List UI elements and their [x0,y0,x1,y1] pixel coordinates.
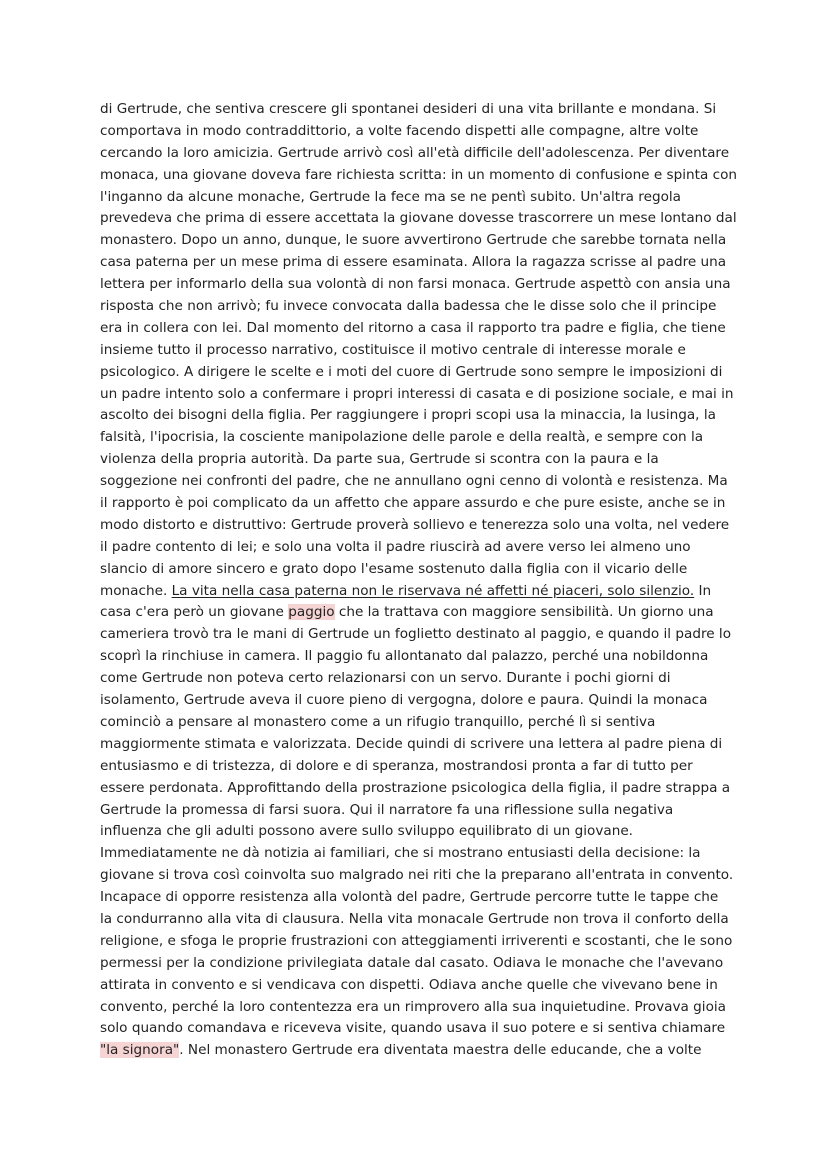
text-line [100,668,740,690]
text-line [100,581,740,603]
text-run: un padre intento solo a confermare i propri interessi di casata e di posizione sociale, e mai in [100,385,734,402]
text-line [100,121,740,143]
text-run: permessi per la condizione privilegiata datale dal casato. Odiava le monache che l'avevano [100,954,724,971]
text-line [100,624,740,646]
text-line [100,515,740,537]
highlighted-word: paggio [288,604,335,621]
text-run: era in collera con lei. Dal momento del ritorno a casa il rapporto tra padre e figlia, che tiene [100,319,726,336]
text-run: cameriera trovò tra le mani di Gertrude un foglietto destinato al paggio, e quando il padre lo [100,626,732,643]
text-run: giovane si trova così coinvolta suo malgrado nei riti che la preparano all'entrata in convento. [100,867,734,884]
text-line [100,975,740,997]
text-line [100,1040,740,1062]
text-run: Gertrude la promessa di farsi suora. Qui il narratore fa una riflessione sulla negativa [100,801,674,818]
text-line [100,887,740,909]
text-line [100,252,740,274]
text-line [100,537,740,559]
text-line [100,865,740,887]
text-run: cominciò a pensare al monastero come a un rifugio tranquillo, perché lì si sentiva [100,713,656,730]
text-run: casa paterna per un mese prima di essere esaminata. Allora la ragazza scrisse al padre una [100,254,727,271]
text-run: il padre contento di lei; e solo una volta il padre riuscirà ad avere verso lei almeno uno [100,538,691,555]
text-line [100,318,740,340]
text-line [100,274,740,296]
text-run: essere perdonata. Approfittando della prostrazione psicologica della figlia, il padre strappa a [100,779,731,796]
text-line [100,909,740,931]
text-line [100,778,740,800]
text-run: monache. [100,582,172,599]
text-run: convento, perché la loro contentezza era un rimprovero alla sua inquietudine. Provava gioia [100,998,726,1015]
text-line [100,143,740,165]
text-run: isolamento, Gertrude aveva il cuore pieno di vergogna, dolore e paura. Quindi la monaca [100,692,708,709]
text-run: entusiasmo e di tristezza, di dolore e di speranza, mostrandosi pronta a far di tutto per [100,757,693,774]
text-line [100,821,740,843]
text-run: solo quando comandava e riceveva visite, quando usava il suo potere e si sentiva chiamare [100,1020,726,1037]
text-line [100,99,740,121]
text-run: ascolto dei bisogni della figlia. Per raggiungere i propri scopi usa la minaccia, la lusinga, la [100,407,716,424]
text-run: la condurranno alla vita di clausura. Nella vita monacale Gertrude non trova il conforto della [100,910,729,927]
text-line [100,405,740,427]
text-line [100,843,740,865]
text-line [100,384,740,406]
text-run: falsità, l'ipocrisia, la cosciente manipolazione delle parole e della realtà, e sempre con la [100,429,704,446]
text-run: monaca, una giovane doveva fare richiesta scritta: in un momento di confusione e spinta con [100,166,738,183]
text-run: casa c'era però un giovane [100,604,289,621]
body-text [100,99,740,1062]
text-line [100,493,740,515]
text-line [100,953,740,975]
text-run: maggiormente stimata e valorizzata. Decide quindi di scrivere una lettera al padre piena di [100,735,723,752]
text-line [100,997,740,1019]
text-run: comportava in modo contraddittorio, a volte facendo dispetti alle compagne, altre volte [100,122,699,139]
text-line [100,449,740,471]
text-line [100,602,740,624]
text-line [100,559,740,581]
text-run: il rapporto è poi complicato da un affetto che appare assurdo e che pure esiste, anche se in [100,495,726,512]
text-line [100,756,740,778]
text-line [100,734,740,756]
text-run: che la trattava con maggiore sensibilità. Un giorno una [334,604,714,621]
text-run: slancio di amore sincero e grato dopo l'esame sostenuto dalla figlia con il vicario delle [100,560,688,577]
text-line [100,230,740,252]
text-run: di Gertrude, che sentiva crescere gli spontanei desideri di una vita brillante e mondana. Si [100,101,717,117]
text-line [100,1018,740,1040]
text-line [100,187,740,209]
text-line [100,208,740,230]
text-run: prevedeva che prima di essere accettata la giovane dovesse trascorrere un mese lontano dal [100,210,737,227]
text-line [100,690,740,712]
underlined-sentence: La vita nella casa paterna non le riservava né affetti né piaceri, solo silenzio. [171,582,695,599]
text-line [100,362,740,384]
text-line [100,471,740,493]
text-line [100,646,740,668]
text-run: come Gertrude non poteva certo relazionarsi con un servo. Durante i pochi giorni di [100,670,671,687]
text-run: monastero. Dopo un anno, dunque, le suore avvertirono Gertrude che sarebbe tornata nella [100,232,727,249]
highlighted-word: "la signora" [100,1042,180,1059]
text-line [100,800,740,822]
text-line [100,427,740,449]
text-run: violenza della propria autorità. Da parte sua, Gertrude si scontra con la paura e la [100,451,659,468]
text-run: . Nel monastero Gertrude era diventata maestra delle educande, che a volte [179,1042,702,1059]
text-run: In [694,582,712,599]
text-line [100,340,740,362]
text-run: Immediatamente ne dà notizia ai familiari, che si mostrano entusiasti della decisione: la [100,845,701,862]
text-run: cercando la loro amicizia. Gertrude arrivò così all'età difficile dell'adolescenza. Per diventare [100,144,730,161]
text-line [100,165,740,187]
text-run: lettera per informarlo della sua volontà di non farsi monaca. Gertrude aspettò con ansia una [100,276,731,293]
text-run: insieme tutto il processo narrativo, costituisce il motivo centrale di interesse morale e [100,341,686,358]
text-run: l'inganno da alcune monache, Gertrude la fece ma se ne pentì subito. Un'altra regola [100,188,682,205]
text-line [100,296,740,318]
text-run: influenza che gli adulti possono avere sullo sviluppo equilibrato di un giovane. [100,823,633,840]
text-run: modo distorto e distruttivo: Gertrude proverà sollievo e tenerezza solo una volta, nel vedere [100,516,730,533]
text-line [100,931,740,953]
text-run: scoprì la rinchiuse in camera. Il paggio fu allontanato dal palazzo, perché una nobildonna [100,648,709,665]
text-run: psicologico. A dirigere le scelte e i moti del cuore di Gertrude sono sempre le imposizioni di [100,363,723,380]
text-run: risposta che non arrivò; fu invece convocata dalla badessa che le disse solo che il principe [100,298,717,315]
text-run: attirata in convento e si vendicava con dispetti. Odiava anche quelle che vivevano bene in [100,976,718,993]
text-run: Incapace di opporre resistenza alla volontà del padre, Gertrude percorre tutte le tappe che [100,889,719,906]
text-line [100,712,740,734]
text-run: soggezione nei confronti del padre, che ne annullano ogni cenno di volontà e resistenza. Ma [100,473,728,490]
text-run: religione, e sfoga le proprie frustrazioni con atteggiamenti irriverenti e scostanti, che le sono [100,932,733,949]
